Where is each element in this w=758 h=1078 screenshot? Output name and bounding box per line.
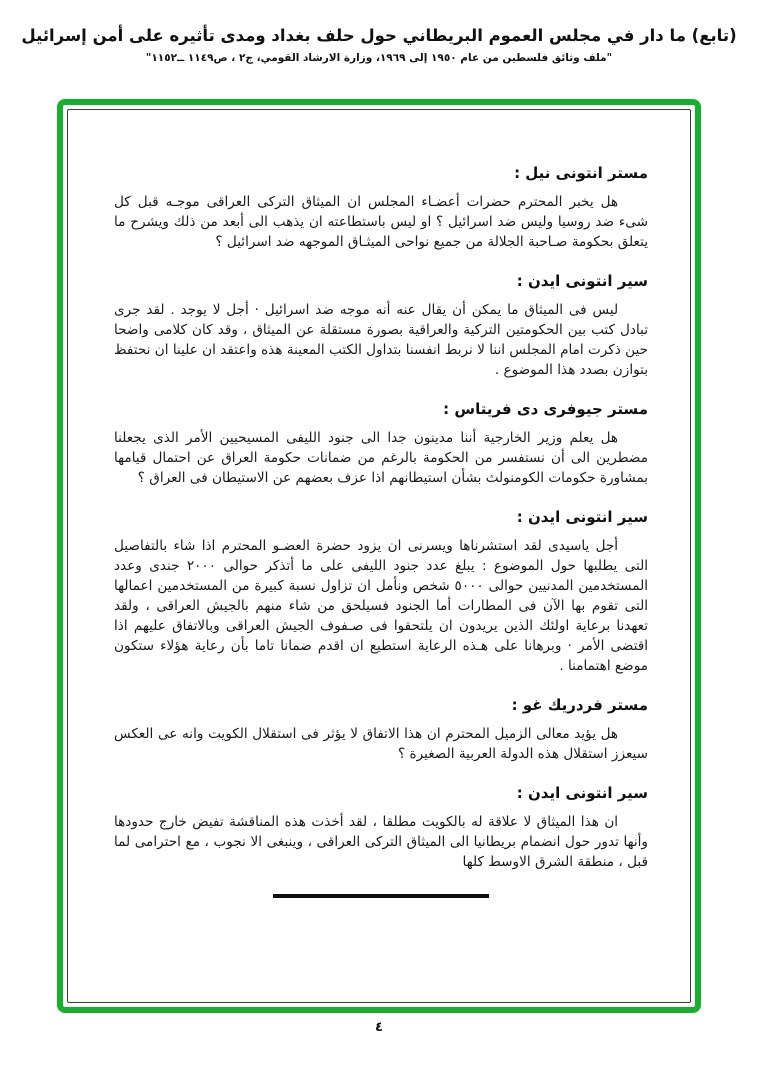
speech-text: هل يؤيد معالى الزميل المحترم ان هذا الاتفاق لا يؤثر فى استقلال الكويت وانه عى العكس سيعزز استقلال هذه الدولة العربية الصغيرة ؟ (114, 726, 648, 762)
speech-text: هل يخبر المحترم حضرات أعضـاء المجلس ان الميثاق التركى العراقى موجـه قبل كل شىء ضد روسيا وليس ضد اسرائيل ؟ او ليس باستطاعته ان يذهب الى أبعد من ذلك ويشرح ما يتعلق بحكومة صـاحبة الجلالة من جميع نواحى الميثـاق الموجهه ضد اسرائيل ؟ (114, 194, 648, 250)
speaker-name: سير انتونى ايدن : (516, 508, 648, 526)
speaker-name: مستر فردريك غو : (511, 696, 648, 714)
document-header (0, 0, 758, 64)
speech-section (114, 488, 648, 676)
speech-section (114, 676, 648, 764)
speech-section (114, 764, 648, 872)
speech-section (114, 380, 648, 488)
speech-text: هل يعلم وزير الخارجية أننا مدينون جدا الى جنود الليفى المسيحيين الأمر الذى يجعلنا مضطرين الى أن نستفسر من الحكومة بالرغم من ضمانات حكومة العراق عن احتمال قيامها بمشاورة حكومات الكومنولث بشأن استيطانهم اذا عزف بعضهم عن الاستيطان فى العراق ؟ (114, 430, 648, 486)
speech-text: ان هذا الميثاق لا علاقة له بالكويت مطلقا ، لقد أخذت هذه المناقشة تفيض خارج حدودها وأنها تدور حول انضمام بريطانيا الى الميثاق التركى العراقى ، وينبغى الا نجوب ، مع احترامى لما قبل ، منطقة الشرق الاوسط كلها (114, 814, 648, 870)
speaker-name: مستر انتونى نيل : (514, 164, 648, 182)
speech-text: أجل ياسيدى لقد استشرناها ويسرنى ان يزود حضرة العضـو المحترم اذا شاء بالتفاصيل التى يطلبها حول الموضوع : يبلغ عدد جنود الليفى على ما أتذكر حوالى ٢٠٠٠ جندى وعدد المستخدمين المدنيين حوالى ٥٠٠٠ شخص ونأمل ان تزاول نسبة كبيرة من المستخدمين اعمالها التى تقوم بها الآن فى المطارات أما الجنود فسيلحق من شاء منهم بالجيش العراقى ، ولقد تعهدنا برعاية اولئك الذين يريدون ان يلتحقوا فى صـفوف الجيش العراقى وبالاتفاق عليهم اذا اقتضى الأمر · وبرهانا على هـذه الرعاية استطيع ان اقدم ضمانا تاما بأن رعاية هؤلاء ستكون موضع اهتمامنا . (114, 538, 649, 674)
page-subtitle: "ملف وثائق فلسطين من عام ١٩٥٠ إلى ١٩٦٩، وزارة الارشاد القومي، ج٢ ، ص١١٤٩ ــ١١٥٢" (145, 52, 613, 64)
speech-section (114, 252, 648, 380)
speaker-name: سير انتونى ايدن : (516, 272, 648, 290)
speech-section (114, 142, 648, 252)
speech-text: ليس فى الميثاق ما يمكن أن يقال عنه أنه موجه ضد اسرائيل · أجل لا يوجد . لقد جرى تبادل كتب بين الحكومتين التركية والعراقية بصورة مستقلة عن الميثاق ، وقد كان كلامى واضحا حين ذكرت امام المجلس اننا لا نربط انفسنا بتداول الكتب المعينة هذه واعتقد ان علينا ان نحتفظ بتوازن بصدد هذا الموضوع . (114, 302, 648, 378)
speaker-name: مستر جيوفرى دى فريتاس : (443, 400, 648, 418)
end-divider (273, 894, 489, 898)
content-frame (57, 99, 701, 1013)
speaker-name: سير انتونى ايدن : (516, 784, 648, 802)
content-frame-inner (67, 109, 691, 1003)
page-title: (تابع) ما دار في مجلس العموم البريطاني حول حلف بغداد ومدى تأثيره على أمن إسرائيل (21, 26, 737, 45)
page-number: ٤ (375, 1020, 383, 1035)
